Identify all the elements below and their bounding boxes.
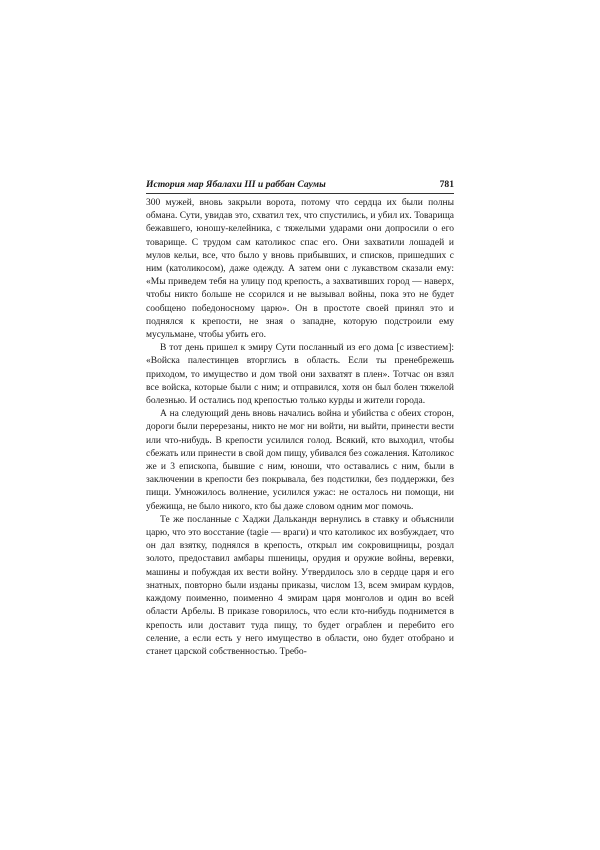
page-body [146,197,454,659]
running-title: История мар Ябалахи III и раббан Саумы [146,179,326,190]
paragraph: В тот день пришел к эмиру Сути посланный из его дома [с известием]: «Войска палестинцев вторглись в область. Если ты пренебрежешь приходом, то имущество и дом твой они захватят в плен». Тотчас он взял все войска, которые были с ним; и отправился, хотя он был болен тяжелой болезнью. И остались под крепостью только курды и жители города. [146,343,454,407]
running-header [146,177,454,194]
paragraph: 300 мужей, вновь закрыли ворота, потому что сердца их были полны обмана. Сути, увидав это, схватил тех, что спустились, и убил их. Товарища бежавшего, юношу-келейника, с тяжелыми ударами они допросили о его товарище. С трудом сам католикос спас его. Они захватили лошадей и мулов кельи, все, что было у вновь прибывших, и списков, пришедших с ним (католикосом), даже одежду. А затем они с лукавством сказали ему: «Мы приведем тебя на улицу под крепость, а захвативших город — наверх, чтобы никто больше не ссорился и не вызывал войны, пока это не будет сообщено победоносному царю». Он в простоте своей принял это и поднялся к крепости, не зная о западне, которую подстроили ему мусульмане, чтобы убить его. [146,198,454,341]
page-number: 781 [439,179,454,190]
paragraph: Те же посланные с Хаджи Далькандн вернулись в ставку и объяснили царю, что это восстание (tagie — враги) и что католикос их возбуждает, что он дал взятку, поднялся в крепость, открыл им сокровищницы, роздал золото, предоставил амбары пшеницы, орудия и оружие войны, веревки, машины и побуждая их вести войну. Утвердилось зло в сердце царя и его знатных, повторно были изданы приказы, числом 13, всем эмирам курдов, каждому поименно, поименно 4 эмирам царя монголов и один во всей области Арбелы. В приказе говорилось, что если кто-нибудь поднимется в крепость или доставит туда пищу, то будет ограблен и перебито его селение, а если есть у него имущество в области, оно будет отобрано и станет царской собственностью. Требо- [146,514,454,657]
paragraph: А на следующий день вновь начались война и убийства с обеих сторон, дороги были перерезаны, никто не мог ни войти, ни выйти, принести вести или что-нибудь. В крепости усилился голод. Всякий, кто выходил, чтобы сбежать или принести в свой дом пищу, убивался без сожаления. Католикос же и 3 епископа, бывшие с ним, юноши, что оставались с ним, были в заключении в крепости без покрывала, без подстилки, без поддержки, без пищи. Умножилось волнение, усилился ужас: не осталось ни помощи, ни убежища, не было никого, кто бы даже словом одним мог помочь. [146,409,454,512]
